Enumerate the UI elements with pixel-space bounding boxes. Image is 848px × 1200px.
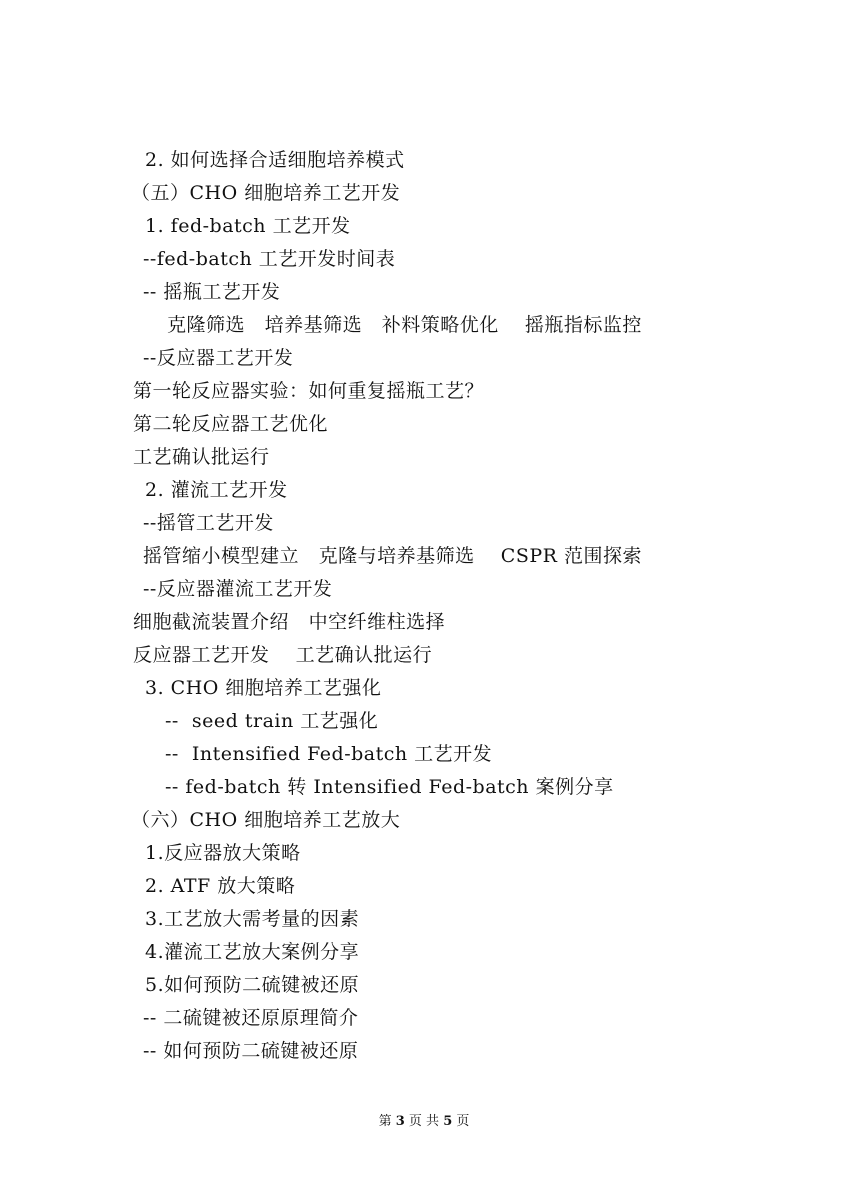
section-heading: （五）CHO 细胞培养工艺开发: [131, 182, 401, 204]
text-line: --摇管工艺开发: [143, 512, 274, 534]
text-line: 摇管缩小模型建立 克隆与培养基筛选 CSPR 范围探索: [143, 545, 642, 567]
current-page-number: 3: [395, 1114, 405, 1129]
text-line: 1. fed-batch 工艺开发: [145, 215, 351, 237]
text-line: 反应器工艺开发 工艺确认批运行: [133, 644, 433, 666]
text-line: -- 摇瓶工艺开发: [143, 281, 281, 303]
section-heading: （六）CHO 细胞培养工艺放大: [131, 809, 401, 831]
total-page-number: 5: [443, 1114, 453, 1129]
text-line: 4.灌流工艺放大案例分享: [145, 941, 360, 963]
text-line: 第一轮反应器实验：如何重复摇瓶工艺？: [133, 380, 485, 402]
text-line: -- fed-batch 转 Intensified Fed-batch 案例分享: [165, 776, 614, 798]
footer-mid: 页 共: [408, 1114, 440, 1129]
text-line: -- seed train 工艺强化: [165, 710, 379, 732]
text-line: -- 二硫键被还原原理简介: [143, 1007, 359, 1029]
text-line: 5.如何预防二硫键被还原: [145, 974, 360, 996]
text-line: -- Intensified Fed-batch 工艺开发: [165, 743, 493, 765]
text-line: 细胞截流装置介绍 中空纤维柱选择: [133, 611, 446, 633]
text-line: --fed-batch 工艺开发时间表: [143, 248, 396, 270]
text-line: 工艺确认批运行: [133, 446, 270, 468]
text-line: 第二轮反应器工艺优化: [133, 413, 329, 435]
text-line: 2. 灌流工艺开发: [145, 479, 288, 501]
text-line: 2. ATF 放大策略: [145, 875, 296, 897]
page-footer: [0, 1114, 848, 1130]
footer-prefix: 第: [378, 1114, 392, 1129]
text-line: 1.反应器放大策略: [145, 842, 301, 864]
footer-suffix: 页: [456, 1114, 470, 1129]
text-line: 3. CHO 细胞培养工艺强化: [145, 677, 382, 699]
text-line: --反应器工艺开发: [143, 347, 294, 369]
text-line: 2. 如何选择合适细胞培养模式: [145, 149, 405, 171]
text-line: 3.工艺放大需考量的因素: [145, 908, 360, 930]
text-line: 克隆筛选 培养基筛选 补料策略优化 摇瓶指标监控: [167, 314, 642, 336]
text-line: --反应器灌流工艺开发: [143, 578, 333, 600]
text-line: -- 如何预防二硫键被还原: [143, 1040, 359, 1062]
